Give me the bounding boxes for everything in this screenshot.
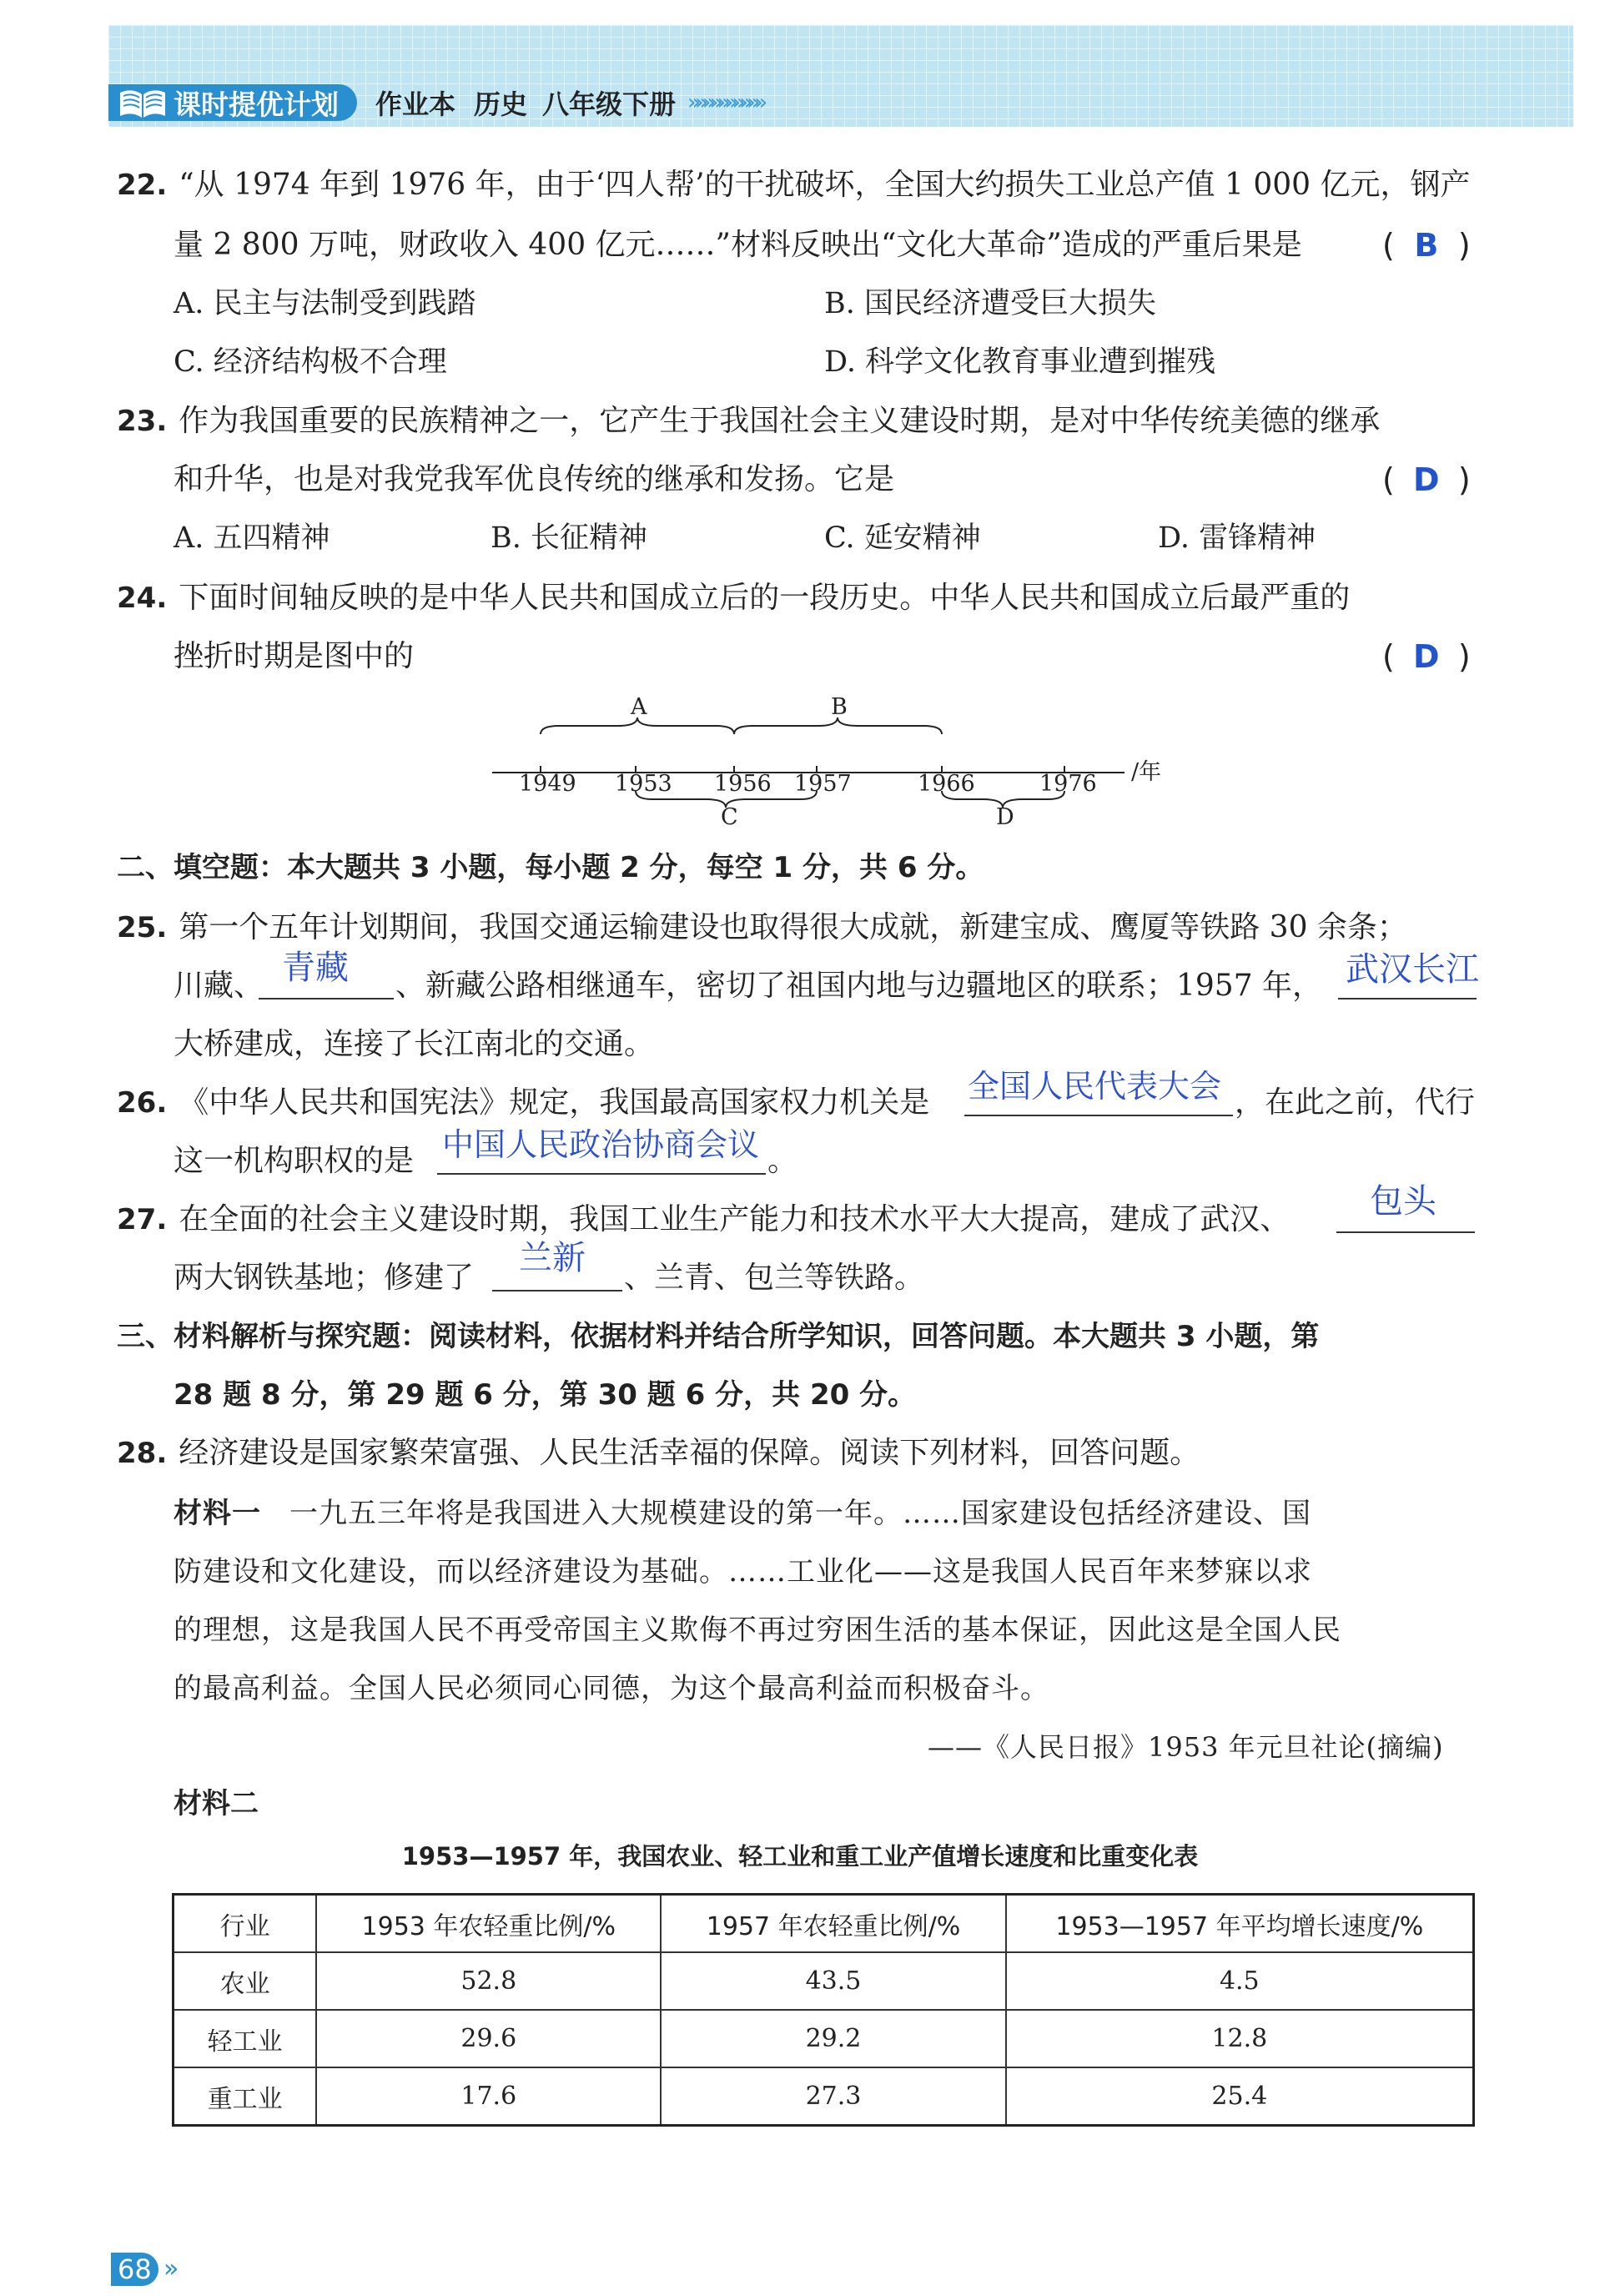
q28-number: 28. (117, 1437, 168, 1470)
q27-answer-1: 包头 (1370, 1182, 1436, 1221)
q25-stem-1: 第一个五年计划期间，我国交通运输建设也取得很大成就，新建宝成、鹰厦等铁路 30 余条； (179, 910, 1407, 944)
cell-1953: 29.6 (316, 2010, 661, 2067)
cell-1957: 43.5 (661, 1952, 1005, 2010)
section-2-heading: 二、填空题：本大题共 3 小题，每小题 2 分，每空 1 分，共 6 分。 (117, 851, 984, 884)
table-row (174, 2067, 1474, 2126)
brace-b (734, 718, 942, 734)
q26-stem-2a: 这一机构职权的是 (174, 1144, 415, 1178)
timeline-year-1956: 1956 (714, 771, 772, 797)
q26-line1 (117, 1085, 929, 1121)
q23-answer-value: D (1413, 461, 1440, 498)
q23-option-d: D. 雷锋精神 (1158, 521, 1316, 555)
q27-stem-1: 在全面的社会主义建设时期，我国工业生产能力和技术水平大大提高，建成了武汉、 (179, 1202, 1291, 1236)
cell-1953: 17.6 (316, 2067, 661, 2126)
q25-line1 (117, 909, 1407, 946)
header-1957-ratio: 1957 年农轻重比例/% (661, 1895, 1005, 1953)
q25-number: 25. (117, 911, 168, 944)
q27-line1 (117, 1201, 1290, 1238)
cell-industry: 重工业 (174, 2067, 317, 2126)
cell-1957: 27.3 (661, 2067, 1005, 2126)
q23-option-c: C. 延安精神 (824, 521, 981, 555)
q26-blank-1 (964, 1115, 1233, 1116)
timeline-year-1976: 1976 (1039, 771, 1097, 797)
q24-answer: ( D ) (1382, 638, 1471, 675)
cell-1953: 52.8 (316, 1952, 661, 2010)
output-growth-table (172, 1893, 1475, 2127)
q22-stem-2: 量 2 800 万吨，财政收入 400 亿元……”材料反映出“文化大革命”造成的严重后果是 (174, 228, 1302, 262)
q22-option-b: B. 国民经济遭受巨大损失 (824, 287, 1156, 320)
q26-answer-1: 全国人民代表大会 (968, 1068, 1222, 1105)
page-arrows: » (164, 2254, 174, 2283)
q24-line1 (117, 580, 1350, 617)
q26-stem-2b: 。 (767, 1144, 798, 1178)
timeline-unit: /年 (1131, 759, 1162, 785)
subject: 历史 (474, 88, 528, 120)
page-number: 68 (111, 2253, 158, 2286)
cell-industry: 农业 (174, 1952, 317, 2010)
material-1-text-3: 的理想，这是我国人民不再受帝国主义欺侮不再过穷困生活的基本保证，因此这是全国人民 (174, 1614, 1341, 1647)
header-industry: 行业 (174, 1895, 317, 1953)
q27-blank-1 (1336, 1231, 1475, 1233)
timeline-label-c: C (721, 804, 738, 830)
q26-number: 26. (117, 1086, 168, 1120)
header-row (108, 78, 762, 127)
q27-stem-2b: 、兰青、包兰等铁路。 (624, 1261, 925, 1295)
q25-stem-2b: 、新藏公路相继通车，密切了祖国内地与边疆地区的联系；1957 年， (395, 969, 1323, 1003)
timeline-year-1966: 1966 (918, 771, 975, 797)
q27-number: 27. (117, 1203, 168, 1236)
q24-stem-1: 下面时间轴反映的是中华人民共和国成立后的一段历史。中华人民共和国成立后最严重的 (179, 581, 1351, 615)
cell-growth: 12.8 (1006, 2010, 1474, 2067)
q23-option-a: A. 五四精神 (174, 521, 330, 555)
table-title: 1953—1957 年，我国农业、轻工业和重工业产值增长速度和比重变化表 (401, 1842, 1199, 1871)
q25-blank-2 (1338, 998, 1477, 999)
q26-answer-2: 中国人民政治协商会议 (442, 1126, 760, 1163)
brace-a (541, 718, 734, 734)
brand-tag (108, 84, 357, 121)
q22-stem-1: “从 1974 年到 1976 年，由于‘四人帮’的干扰破坏，全国大约损失工业总产值 1 000 亿元，钢产 (179, 168, 1471, 202)
q22-number: 22. (117, 169, 168, 202)
material-1-text-4: 的最高利益。全国人民必须同心同德，为这个最高利益而积极奋斗。 (174, 1672, 1049, 1705)
grade: 八年级下册 (542, 88, 677, 120)
timeline-year-1953: 1953 (615, 771, 672, 797)
section-3-heading-2: 28 题 8 分，第 29 题 6 分，第 30 题 6 分，共 20 分。 (174, 1378, 917, 1412)
q25-blank-1 (259, 998, 394, 999)
cell-1957: 29.2 (661, 2010, 1005, 2067)
q28-line1 (117, 1435, 1200, 1472)
q24-answer-value: D (1413, 638, 1440, 675)
q26-blank-2 (437, 1173, 766, 1175)
q26-stem-1b: ，在此之前，代行 (1235, 1085, 1476, 1120)
q23-option-b: B. 长征精神 (491, 521, 647, 555)
q23-answer: ( D ) (1382, 461, 1471, 498)
q24-stem-2: 挫折时期是图中的 (174, 639, 415, 673)
q25-stem-3: 大桥建成，连接了长江南北的交通。 (174, 1027, 655, 1061)
table-row (174, 1952, 1474, 2010)
q22-line1 (117, 167, 1470, 204)
q25-answer-2: 武汉长江 (1346, 950, 1479, 989)
cell-growth: 4.5 (1006, 1952, 1474, 2010)
open-book-icon (117, 84, 169, 121)
table-header-row (174, 1895, 1474, 1953)
q23-line1 (117, 403, 1380, 440)
q28-intro: 经济建设是国家繁荣富强、人民生活幸福的保障。阅读下列材料，回答问题。 (179, 1436, 1200, 1470)
timeline-label-a: A (631, 694, 647, 720)
q22-option-a: A. 民主与法制受到践踏 (174, 287, 476, 320)
section-3-heading-1: 三、材料解析与探究题：阅读材料，依据材料并结合所学知识，回答问题。本大题共 3 小题，第 (117, 1320, 1320, 1353)
brand-title: 课时提优计划 (174, 88, 339, 121)
q23-stem-1: 作为我国重要的民族精神之一，它产生于我国社会主义建设时期，是对中华传统美德的继承 (179, 404, 1381, 438)
cell-industry: 轻工业 (174, 2010, 317, 2067)
q27-answer-2: 兰新 (519, 1239, 586, 1277)
timeline-label-d: D (996, 804, 1014, 830)
timeline-year-1957: 1957 (794, 771, 852, 797)
cell-growth: 25.4 (1006, 2067, 1474, 2126)
material-2-label: 材料二 (174, 1787, 259, 1820)
book-type: 作业本 (375, 88, 456, 120)
material-1-source: ——《人民日报》1953 年元旦社论(摘编) (928, 1731, 1444, 1763)
timeline-year-1949: 1949 (519, 771, 576, 797)
q23-stem-2: 和升华，也是对我党我军优良传统的继承和发扬。它是 (174, 462, 895, 496)
timeline-label-b: B (831, 694, 848, 720)
q25-stem-2a: 川藏、 (174, 969, 264, 1003)
q24-number: 24. (117, 582, 168, 615)
material-1-text-2: 防建设和文化建设，而以经济建设为基础。……工业化——这是我国人民百年来梦寐以求 (174, 1555, 1312, 1589)
header-1953-ratio: 1953 年农轻重比例/% (316, 1895, 661, 1953)
q23-number: 23. (117, 405, 168, 438)
q22-answer: ( B ) (1382, 227, 1471, 264)
q22-option-c: C. 经济结构极不合理 (174, 345, 447, 379)
q27-stem-2a: 两大钢铁基地；修建了 (174, 1261, 475, 1295)
q22-answer-value: B (1414, 227, 1439, 264)
material-1-line1 (174, 1495, 1311, 1532)
history-timeline (492, 701, 1176, 834)
material-1-text-1: 一九五三年将是我国进入大规模建设的第一年。……国家建设包括经济建设、国 (289, 1497, 1311, 1530)
q25-answer-1: 青藏 (282, 949, 349, 987)
q22-option-d: D. 科学文化教育事业遭到摧残 (824, 345, 1216, 379)
material-1-label: 材料一 (174, 1497, 261, 1530)
header-growth-rate: 1953—1957 年平均增长速度/% (1006, 1895, 1474, 1953)
q27-blank-2 (492, 1290, 622, 1292)
table-row (174, 2010, 1474, 2067)
header-arrows: »»»»»»»»»» (687, 90, 762, 115)
q26-stem-1a: 《中华人民共和国宪法》规定，我国最高国家权力机关是 (179, 1085, 930, 1120)
